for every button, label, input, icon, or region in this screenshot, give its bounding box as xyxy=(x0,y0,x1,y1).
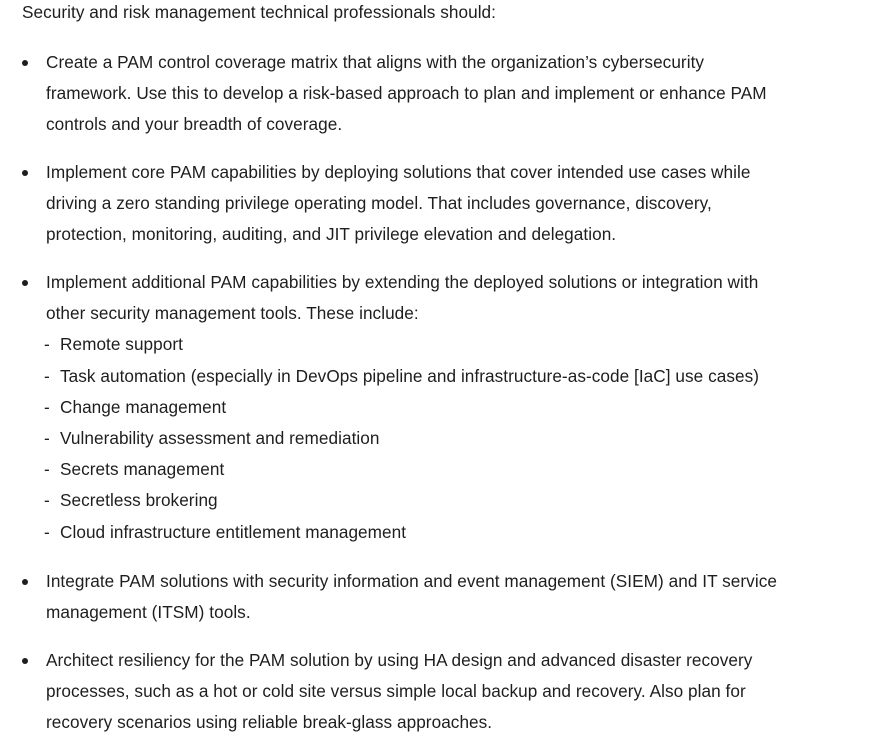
sub-item-text: Vulnerability assessment and remediation xyxy=(60,427,380,448)
text-line: driving a zero standing privilege operating model. That includes governance, discovery, xyxy=(46,193,712,214)
list-item-text xyxy=(46,645,884,739)
list-item-text xyxy=(46,47,884,141)
dash-icon: - xyxy=(44,396,50,417)
sub-list-item xyxy=(44,329,884,360)
sub-list-item xyxy=(44,423,884,454)
text-line: processes, such as a hot or cold site versus simple local backup and recovery. Also plan for xyxy=(46,681,746,702)
text-line: management (ITSM) tools. xyxy=(46,602,251,623)
dash-icon: - xyxy=(44,521,50,542)
sub-list-item xyxy=(44,361,884,392)
text-line: Implement additional PAM capabilities by extending the deployed solutions or integration with xyxy=(46,272,759,292)
sub-item-text: Change management xyxy=(60,396,227,417)
sub-item-text: Remote support xyxy=(60,334,183,355)
text-line: framework. Use this to develop a risk-based approach to plan and implement or enhance PAM xyxy=(46,83,767,104)
dash-icon: - xyxy=(44,490,50,511)
bullet-icon xyxy=(22,280,28,286)
sub-list-item xyxy=(44,454,884,485)
sub-list-item xyxy=(44,392,884,423)
dash-icon: - xyxy=(44,334,50,355)
sub-item-text: Cloud infrastructure entitlement management xyxy=(60,521,407,542)
list-item-text xyxy=(46,157,884,251)
intro-text: Security and risk management technical professionals should: xyxy=(22,2,496,22)
text-line: Integrate PAM solutions with security information and event management (SIEM) and IT service xyxy=(46,571,777,591)
dash-icon: - xyxy=(44,459,50,480)
dash-icon: - xyxy=(44,365,50,386)
text-line: Architect resiliency for the PAM solution by using HA design and advanced disaster recovery xyxy=(46,650,753,670)
sub-list-item xyxy=(44,485,884,516)
text-line: other security management tools. These include: xyxy=(46,303,419,324)
list-item-text xyxy=(46,566,884,628)
sub-list-item xyxy=(44,517,884,548)
bullet-icon xyxy=(22,579,28,585)
text-line: protection, monitoring, auditing, and JIT privilege elevation and delegation. xyxy=(46,224,617,245)
bullet-icon xyxy=(22,60,28,66)
sub-item-text: Secrets management xyxy=(60,459,225,480)
sub-item-text: Task automation (especially in DevOps pipeline and infrastructure-as-code [IaC] use cases) xyxy=(60,365,760,386)
bullet-icon xyxy=(22,170,28,176)
text-line: Create a PAM control coverage matrix that aligns with the organization’s cybersecurity xyxy=(46,52,705,72)
list-item-text xyxy=(46,267,884,548)
sub-list xyxy=(46,329,884,547)
text-line: recovery scenarios using reliable break-glass approaches. xyxy=(46,712,493,733)
text-line: Implement core PAM capabilities by deploying solutions that cover intended use cases while xyxy=(46,162,751,182)
sub-item-text: Secretless brokering xyxy=(60,490,218,511)
bullet-icon xyxy=(22,658,28,664)
dash-icon: - xyxy=(44,427,50,448)
text-line: controls and your breadth of coverage. xyxy=(46,114,343,135)
